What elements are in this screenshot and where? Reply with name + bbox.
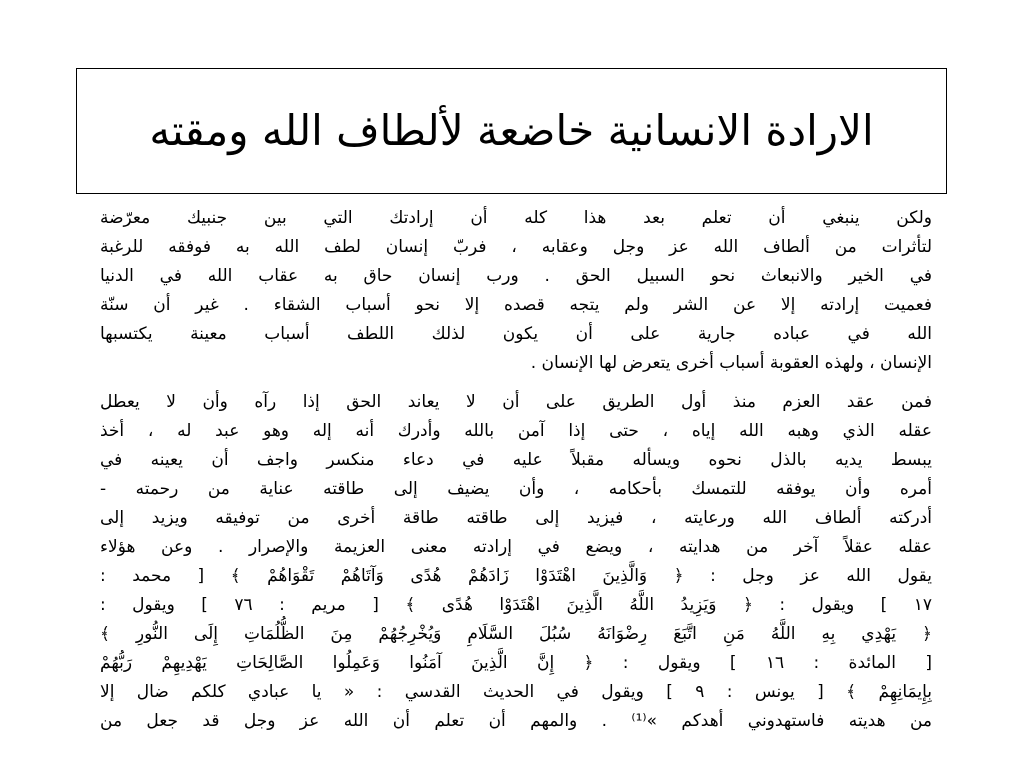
text-line: يقول الله عز وجل : ﴿ وَالَّذِينَ اهْتَدَوْا زَادَهُمْ هُدًى وَآتَاهُمْ تَقْوَاهُمْ ﴾ [ محمد :	[100, 566, 932, 586]
text-line: عقله الذي وهبه الله إياه ، حتى إذا آمن بالله وأدرك أنه إله وهو عبد له ، أخذ	[100, 421, 932, 441]
text-line: من هديته فاستهدوني أهدكم »⁽¹⁾ . والمهم أن تعلم أن الله عز وجل قد جعل من	[100, 711, 932, 731]
text-line: في الخير والانبعاث نحو السبيل الحق . ورب إنسان حاق به عقاب الله في الدنيا	[100, 266, 932, 286]
text-line: فمن عقد العزم منذ أول الطريق على أن لا يعاند الحق إذا رآه وأن لا يعطل	[100, 392, 932, 412]
paragraph-2	[100, 388, 932, 736]
text-line: فعميت إرادته إلا عن الشر ولم يتجه قصده إلا نحو أسباب الشقاء . غير أن سنّة	[100, 295, 932, 315]
text-line: لتأثرات من ألطاف الله عز وجل وعقابه ، فربّ إنسان لطف الله به فوفقه للرغبة	[100, 237, 932, 257]
text-line: أمره وأن يوفقه للتمسك بأحكامه ، وأن يضيف إلى طاقته عناية من رحمته -	[100, 479, 932, 499]
page-title: الارادة الانسانية خاضعة لألطاف الله ومقته	[149, 106, 874, 155]
text-line: [ المائدة : ١٦ ] ويقول : ﴿ إِنَّ الَّذِينَ آمَنُوا وَعَمِلُوا الصَّالِحَاتِ يَهْدِيهِمْ رَبُّهُمْ	[100, 653, 932, 673]
text-line: الله في عباده جارية على أن يكون لذلك اللطف أسباب معينة يكتسبها	[100, 324, 932, 344]
text-line: ﴿ يَهْدِي بِهِ اللَّهُ مَنِ اتَّبَعَ رِضْوَانَهُ سُبُلَ السَّلَامِ وَيُخْرِجُهُمْ مِنَ الظُّلُمَاتِ إِلَى النُّورِ ﴾	[100, 624, 932, 644]
text-line: ١٧ ] ويقول : ﴿ وَيَزِيدُ اللَّهُ الَّذِينَ اهْتَدَوْا هُدًى ﴾ [ مريم : ٧٦ ] ويقول :	[100, 595, 932, 615]
text-line: عقله عقلاً آخر من هدايته ، ويضع في إرادته معنى العزيمة والإصرار . وعن هؤلاء	[100, 537, 932, 557]
text-line: ولكن ينبغي أن تعلم بعد هذا كله أن إرادتك التي بين جنبيك معرّضة	[100, 208, 932, 228]
title-box	[76, 68, 947, 194]
text-line: يبسط يديه بالذل نحوه ويسأله مقبلاً عليه في دعاء منكسر واجف أن يعينه في	[100, 450, 932, 470]
paragraph-1	[100, 204, 932, 378]
paragraph-gap	[100, 378, 932, 388]
text-line: الإنسان ، ولهذه العقوبة أسباب أخرى يتعرض لها الإنسان .	[530, 353, 932, 373]
body-text	[100, 204, 932, 764]
text-line: بِإِيمَانِهِمْ ﴾ [ يونس : ٩ ] ويقول في الحديث القدسي : « يا عبادي كلكم ضال إلا	[100, 682, 932, 702]
text-line: أدركته ألطاف الله ورعايته ، فيزيد إلى طاقته طاقة أخرى من توفيقه ويزيد إلى	[100, 508, 932, 528]
